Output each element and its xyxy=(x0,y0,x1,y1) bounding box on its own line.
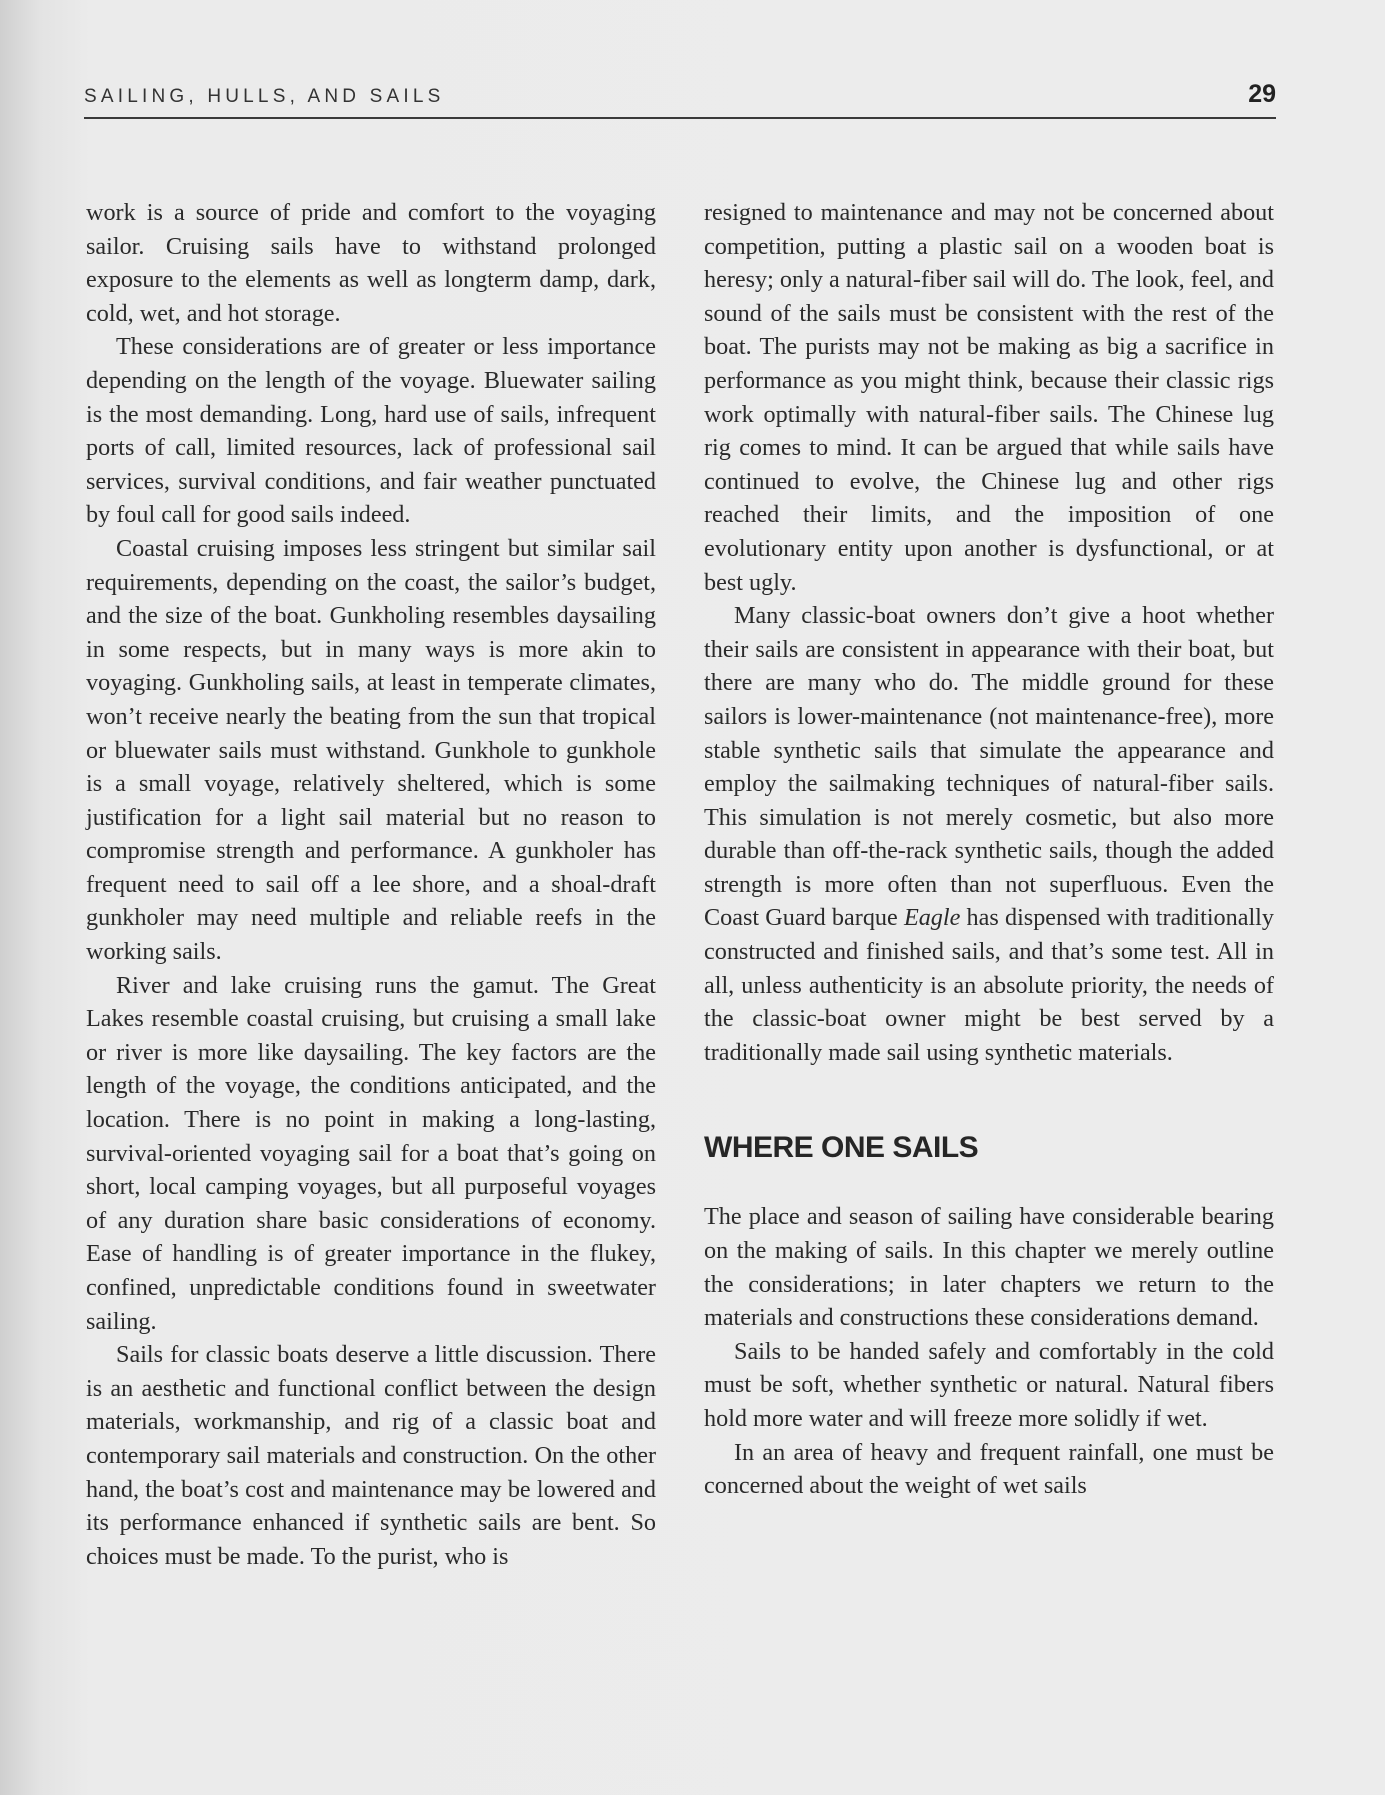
paragraph-text: has dispensed with traditionally constructed and finished sails, and that’s some test. All in all, unless authenticity is an absolute priority, the needs of the classic-boat owner might be best served by a traditionally made sail using synthetic materials. xyxy=(704,904,1274,1066)
paragraph: work is a source of pride and comfort to the voyaging sailor. Cruising sails have to withstand prolonged exposure to the elements as well as longterm damp, dark, cold, wet, and hot storage. xyxy=(86,199,656,327)
ship-name: Eagle xyxy=(903,904,961,932)
section-heading: WHERE ONE SAILS xyxy=(704,1131,979,1165)
paragraph xyxy=(704,599,1274,1069)
paragraph: resigned to maintenance and may not be concerned about competition, putting a plastic sail on a wooden boat is heresy; only a natural-fiber sail will do. The look, feel, and sound of the sails must be consistent with the rest of the boat. The purists may not be making as big a sacrifice in performance as you might think, because their classic rigs work optimally with natural-fiber sails. The Chinese lug rig comes to mind. It can be argued that while sails have continued to evolve, the Chinese lug and other rigs reached their limits, and the imposition of one evolutionary entity upon another is dysfunctional, or at best ugly. xyxy=(704,199,1274,596)
paragraph: These considerations are of greater or less importance depending on the length of the voyage. Bluewater sailing is the most demanding. Long, hard use of sails, infrequent ports of call, limited resources, lack of professional sail services, survival conditions, and fair weather punctuated by foul call for good sails indeed. xyxy=(86,333,656,529)
paragraph: Coastal cruising imposes less stringent but similar sail requirements, depending on the coast, the sailor’s budget, and the size of the boat. Gunkholing resembles daysailing in some respects, but in many ways is more akin to voyaging. Gunkholing sails, at least in temperate climates, won’t receive nearly the beating from the sun that tropical or bluewater sails must withstand. Gunkhole to gunkhole is a small voyage, relatively sheltered, which is some justification for a light sail material but no reason to compromise strength and performance. A gunkholer has frequent need to sail off a lee shore, and a shoal-draft gunkholer may need multiple and reliable reefs in the working sails. xyxy=(86,534,656,966)
paragraph: Sails to be handed safely and comfortably in the cold must be soft, whether synthetic or natural. Natural fibers hold more water and will freeze more solidly if wet. xyxy=(704,1337,1274,1432)
page-number: 29 xyxy=(1248,80,1276,108)
paragraph: River and lake cruising runs the gamut. The Great Lakes resemble coastal cruising, but cruising a small lake or river is more like daysailing. The key factors are the length of the voyage, the conditions anticipated, and the location. There is no point in making a long-lasting, survival-oriented voyaging sail for a boat that’s going on short, local camping voyages, but all purposeful voyages of any duration share basic considerations of economy. Ease of handling is of greater importance in the flukey, confined, unpredictable conditions found in sweetwater sailing. xyxy=(86,971,656,1335)
running-head-title: SAILING, HULLS, AND SAILS xyxy=(84,86,445,107)
paragraph-text: Many classic-boat owners don’t give a hoot whether their sails are consistent in appearance with their boat, but there are many who do. The middle ground for these sailors is lower-maintenance (not maintenance-free), more stable synthetic sails that simulate the appearance and employ the sailmaking techniques of natural-fiber sails. This simulation is not merely cosmetic, but also more durable than off-the-rack synthetic sails, though the added strength is more often than not superfluous. Even the Coast Guard barque xyxy=(704,602,1274,932)
right-column xyxy=(704,196,1274,1503)
running-head xyxy=(84,80,1276,120)
paragraph: The place and season of sailing have considerable bearing on the making of sails. In this chapter we merely outline the considerations; in later chapters we return to the materials and constructions these considerations demand. xyxy=(704,1203,1274,1332)
paragraph: In an area of heavy and frequent rainfall, one must be concerned about the weight of wet sails xyxy=(704,1438,1274,1500)
left-column xyxy=(86,196,656,1573)
paragraph: Sails for classic boats deserve a little discussion. There is an aesthetic and functional conflict between the design materials, workmanship, and rig of a classic boat and contemporary sail materials and construction. On the other hand, the boat’s cost and maintenance may be lowered and its performance enhanced if synthetic sails are bent. So choices must be made. To the purist, who is xyxy=(86,1341,656,1570)
header-rule xyxy=(84,117,1276,119)
